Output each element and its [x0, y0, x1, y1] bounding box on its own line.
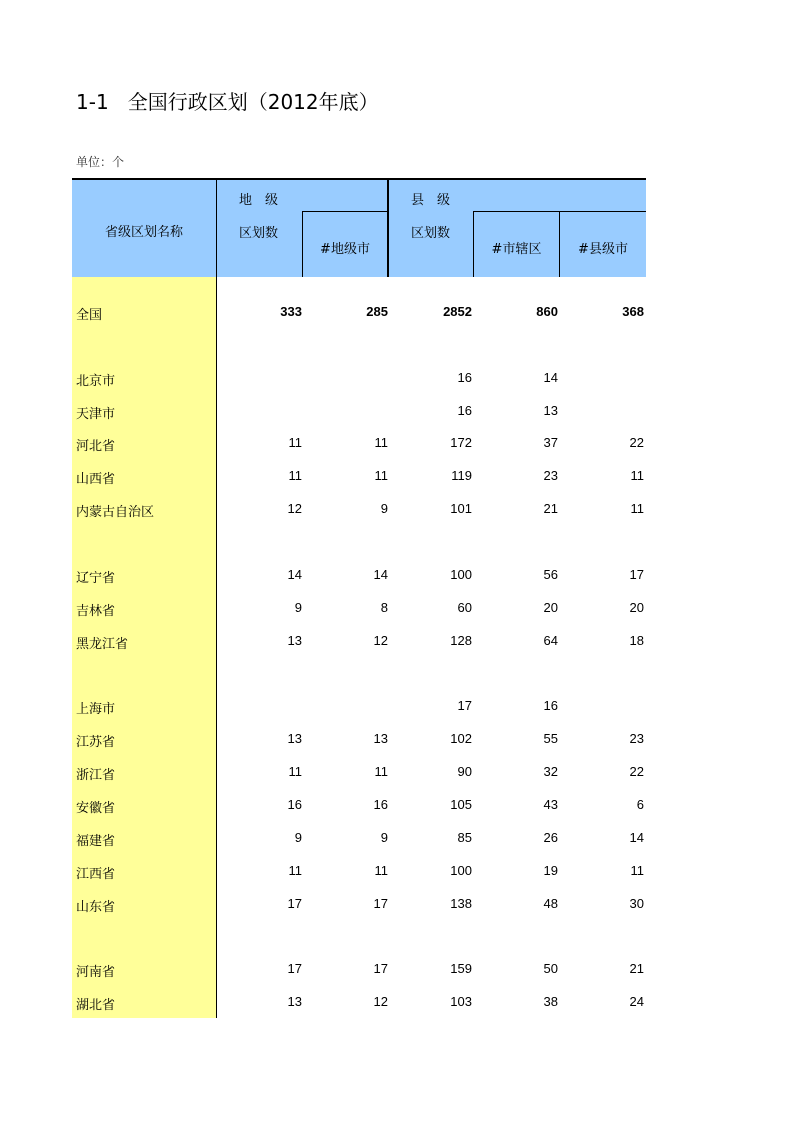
table-row — [72, 597, 646, 619]
county-count: 128 — [450, 633, 472, 648]
table-row — [72, 695, 646, 717]
district-count: 43 — [543, 797, 558, 812]
province-name: 安徽省 — [76, 801, 116, 816]
county-city-count: 17 — [629, 567, 644, 582]
table-row — [72, 301, 646, 323]
county-city-count: 368 — [622, 304, 644, 319]
prefecture-count: 16 — [287, 797, 302, 812]
district-count: 64 — [543, 633, 558, 648]
prefecture-count: 11 — [288, 468, 302, 483]
prefecture-count: 11 — [288, 863, 302, 878]
province-name: 河南省 — [76, 965, 116, 980]
prefecture-city-count: 11 — [374, 468, 388, 483]
prefecture-count: 11 — [288, 435, 302, 450]
header-divider — [473, 211, 646, 212]
prefecture-count: 14 — [287, 567, 302, 582]
table-row — [72, 432, 646, 454]
county-city-count: 22 — [629, 764, 644, 779]
prefecture-city-count: 9 — [380, 501, 388, 516]
prefecture-city-count: 12 — [373, 994, 388, 1009]
prefecture-city-count: 9 — [380, 830, 388, 845]
county-count: 159 — [450, 961, 472, 976]
prefecture-count: 17 — [287, 961, 302, 976]
col-header-prefecture-group: 地 级 — [239, 193, 279, 208]
county-count: 85 — [457, 830, 472, 845]
prefecture-count: 9 — [294, 600, 302, 615]
county-count: 172 — [450, 435, 472, 450]
county-count: 16 — [457, 403, 472, 418]
province-name: 山东省 — [76, 900, 116, 915]
prefecture-city-count: 14 — [373, 567, 388, 582]
col-header-county-count: 区划数 — [411, 226, 451, 241]
province-name: 江西省 — [76, 867, 116, 882]
province-name: 山西省 — [76, 472, 116, 487]
district-count: 19 — [543, 863, 558, 878]
prefecture-city-count: 285 — [366, 304, 388, 319]
province-name: 上海市 — [76, 702, 116, 717]
col-header-prefecture-count: 区划数 — [239, 226, 279, 241]
district-count: 48 — [543, 896, 558, 911]
unit-label: 单位：个 — [76, 155, 125, 169]
table-row — [72, 367, 646, 389]
province-name: 北京市 — [76, 374, 116, 389]
county-city-count: 11 — [630, 501, 644, 516]
prefecture-count: 13 — [287, 994, 302, 1009]
table-row — [72, 958, 646, 980]
prefecture-count: 13 — [287, 731, 302, 746]
table-header — [72, 178, 646, 277]
county-city-count: 20 — [629, 600, 644, 615]
province-name: 江苏省 — [76, 735, 116, 750]
county-count: 119 — [451, 468, 472, 483]
district-count: 16 — [543, 698, 558, 713]
district-count: 56 — [543, 567, 558, 582]
county-city-count: 18 — [629, 633, 644, 648]
province-name: 浙江省 — [76, 768, 116, 783]
table-row — [72, 564, 646, 586]
prefecture-city-count: 12 — [373, 633, 388, 648]
table-row — [72, 860, 646, 882]
prefecture-city-count: 17 — [373, 896, 388, 911]
prefecture-city-count: 8 — [380, 600, 388, 615]
province-name: 黑龙江省 — [76, 637, 129, 652]
district-count: 55 — [543, 731, 558, 746]
table-row — [72, 728, 646, 750]
prefecture-city-count: 17 — [373, 961, 388, 976]
county-count: 2852 — [443, 304, 472, 319]
district-count: 860 — [536, 304, 558, 319]
col-header-county-city: #县级市 — [578, 242, 628, 257]
county-city-count: 6 — [636, 797, 644, 812]
table-row — [72, 465, 646, 487]
county-city-count: 21 — [629, 961, 644, 976]
prefecture-count: 13 — [287, 633, 302, 648]
col-header-province: 省级区划名称 — [104, 225, 183, 240]
county-count: 101 — [450, 501, 472, 516]
prefecture-city-count: 11 — [374, 764, 388, 779]
county-city-count: 11 — [630, 468, 644, 483]
county-count: 105 — [450, 797, 472, 812]
table-row — [72, 761, 646, 783]
province-name: 吉林省 — [76, 604, 116, 619]
district-count: 26 — [543, 830, 558, 845]
district-count: 37 — [543, 435, 558, 450]
prefecture-city-count: 11 — [374, 435, 388, 450]
table-row — [72, 827, 646, 849]
county-city-count: 11 — [630, 863, 644, 878]
district-count: 32 — [543, 764, 558, 779]
county-city-count: 23 — [629, 731, 644, 746]
province-name: 辽宁省 — [76, 571, 116, 586]
province-name: 天津市 — [76, 407, 116, 422]
table-row — [72, 794, 646, 816]
prefecture-city-count: 16 — [373, 797, 388, 812]
district-count: 14 — [543, 370, 558, 385]
county-count: 90 — [457, 764, 472, 779]
table-row — [72, 893, 646, 915]
county-count: 103 — [450, 994, 472, 1009]
header-divider — [387, 180, 389, 277]
district-count: 50 — [543, 961, 558, 976]
district-count: 38 — [543, 994, 558, 1009]
table-row — [72, 991, 646, 1013]
county-count: 102 — [450, 731, 472, 746]
prefecture-count: 11 — [288, 764, 302, 779]
page-title: 1-1 全国行政区划（2012年底） — [76, 90, 379, 114]
prefecture-count: 12 — [287, 501, 302, 516]
county-city-count: 22 — [629, 435, 644, 450]
county-count: 100 — [450, 863, 472, 878]
county-city-count: 24 — [629, 994, 644, 1009]
header-divider — [216, 180, 217, 277]
district-count: 20 — [543, 600, 558, 615]
prefecture-city-count: 11 — [374, 863, 388, 878]
county-count: 17 — [457, 698, 472, 713]
table-row — [72, 400, 646, 422]
col-header-county-group: 县 级 — [411, 193, 451, 208]
province-name: 全国 — [76, 308, 103, 323]
district-count: 21 — [543, 501, 558, 516]
county-city-count: 14 — [629, 830, 644, 845]
county-count: 60 — [457, 600, 472, 615]
prefecture-city-count: 13 — [373, 731, 388, 746]
col-header-prefecture-city: #地级市 — [320, 242, 370, 257]
province-name: 内蒙古自治区 — [76, 505, 155, 520]
prefecture-count: 333 — [280, 304, 302, 319]
county-count: 138 — [450, 896, 472, 911]
prefecture-count: 17 — [287, 896, 302, 911]
table-row — [72, 630, 646, 652]
district-count: 23 — [543, 468, 558, 483]
province-name: 河北省 — [76, 439, 116, 454]
prefecture-count: 9 — [294, 830, 302, 845]
province-name: 福建省 — [76, 834, 116, 849]
county-city-count: 30 — [629, 896, 644, 911]
header-divider — [302, 211, 388, 212]
table-row — [72, 498, 646, 520]
col-header-district: #市辖区 — [491, 242, 542, 257]
county-count: 100 — [450, 567, 472, 582]
province-name: 湖北省 — [76, 998, 116, 1013]
county-count: 16 — [457, 370, 472, 385]
district-count: 13 — [543, 403, 558, 418]
